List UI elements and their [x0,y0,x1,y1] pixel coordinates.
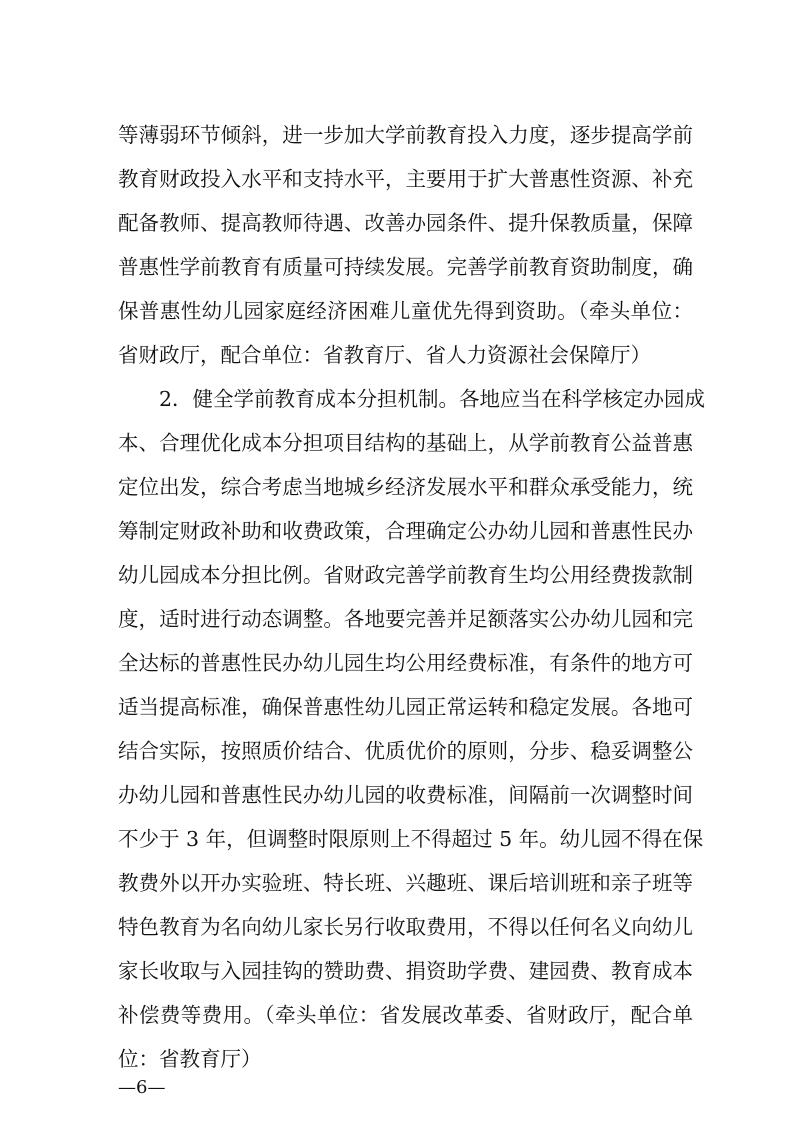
text-line: 定位出发，综合考虑当地城乡经济发展水平和群众承受能力，统 [118,475,693,499]
text-line: 筹制定财政补助和收费政策，合理确定公办幼儿园和普惠性民办 [118,519,693,543]
text-line: 省财政厅，配合单位：省教育厅、省人力资源社会保障厅） [118,343,651,367]
text-line: 补偿费等费用。（牵头单位：省发展改革委、省财政厅，配合单 [118,1003,693,1027]
text-line: 位：省教育厅） [118,1047,262,1071]
text-line: 不少于 3 年，但调整时限原则上不得超过 5 年。幼儿园不得在保 [118,827,704,851]
text-line: 配备教师、提高教师待遇、改善办园条件、提升保教质量，保障 [118,211,693,235]
text-line: 2．健全学前教育成本分担机制。各地应当在科学核定办园成 [118,387,706,411]
text-line: 等薄弱环节倾斜，进一步加大学前教育投入力度，逐步提高学前 [118,123,693,147]
text-line: 教费外以开办实验班、特长班、兴趣班、课后培训班和亲子班等 [118,871,693,895]
text-line: 本、合理优化成本分担项目结构的基础上，从学前教育公益普惠 [118,431,693,455]
text-line: 结合实际，按照质价结合、优质优价的原则，分步、稳妥调整公 [118,739,693,763]
text-line: 度，适时进行动态调整。各地要完善并足额落实公办幼儿园和完 [118,607,693,631]
text-line: 保普惠性幼儿园家庭经济困难儿童优先得到资助。（牵头单位： [118,299,693,323]
text-line: 教育财政投入水平和支持水平，主要用于扩大普惠性资源、补充 [118,167,693,191]
text-line: 适当提高标准，确保普惠性幼儿园正常运转和稳定发展。各地可 [118,695,693,719]
page-number: —6— [118,1077,166,1098]
text-line: 普惠性学前教育有质量可持续发展。完善学前教育资助制度，确 [118,255,693,279]
text-line: 办幼儿园和普惠性民办幼儿园的收费标准，间隔前一次调整时间 [118,783,693,807]
text-line: 特色教育为名向幼儿家长另行收取费用，不得以任何名义向幼儿 [118,915,693,939]
text-line: 全达标的普惠性民办幼儿园生均公用经费标准，有条件的地方可 [118,651,693,675]
text-line: 幼儿园成本分担比例。省财政完善学前教育生均公用经费拨款制 [118,563,693,587]
text-line: 家长收取与入园挂钩的赞助费、捐资助学费、建园费、教育成本 [118,959,693,983]
